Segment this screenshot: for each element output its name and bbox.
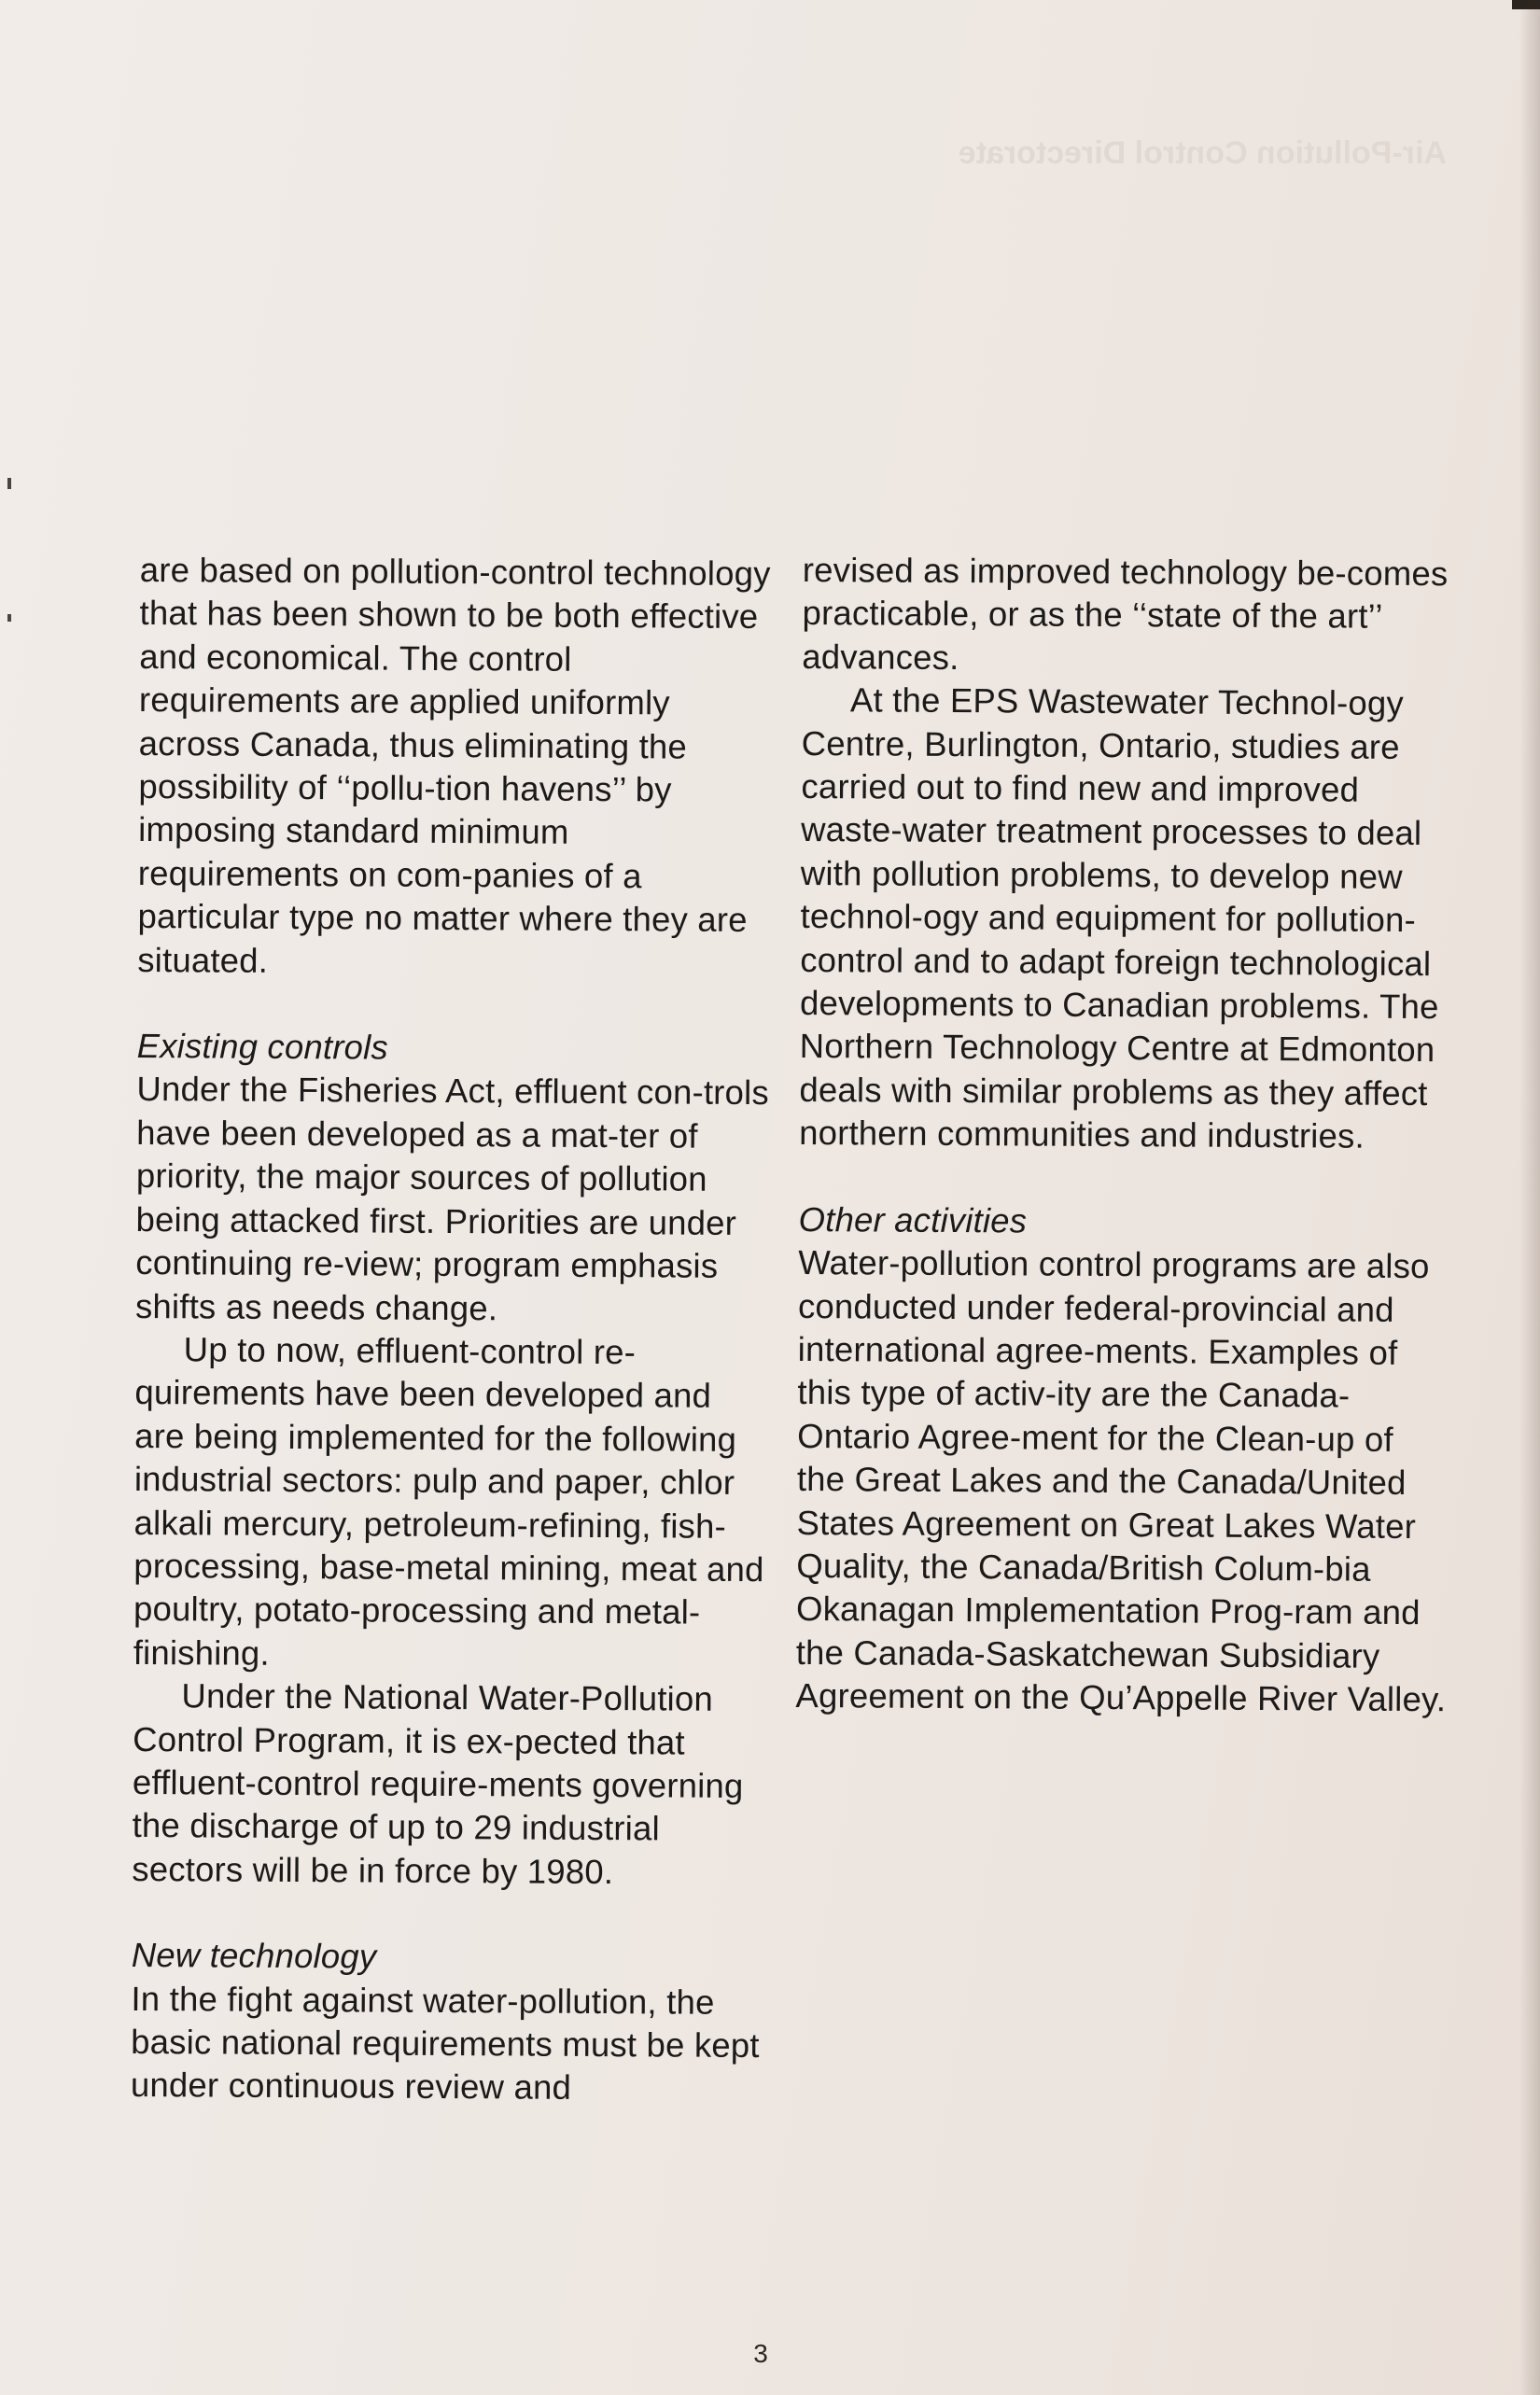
paragraph-gap <box>137 982 772 1029</box>
right-column <box>795 549 1456 1722</box>
left-paragraph-5: In the fight against water-pollution, the basic national requirements must be kept under continuous review and <box>130 1979 760 2108</box>
right-paragraph-2: At the EPS Wastewater Technol-ogy Centre, Burlington, Ontario, studies are carried out to find new and improved waste-water treatment processes to deal with pollution problems, to develop new technol-ogy and equipment for pollution-control and to adapt foreign technological developments to Canadian problems. The Northern Technology Centre at Edmonton deals with similar problems as they affect northern communities and industries. <box>799 680 1439 1155</box>
margin-mark <box>7 614 11 622</box>
paragraph-gap <box>799 1155 1452 1202</box>
left-column <box>131 549 775 2111</box>
margin-mark <box>7 478 11 489</box>
page-edge-shadow <box>1519 0 1540 2395</box>
heading-other-activities: Other activities <box>798 1199 1028 1240</box>
left-paragraph-4: Under the National Water-Pollution Control Program, it is ex-pected that effluent-control require-ments governing the discharge of up to 29 industrial sectors will be in force by 1980. <box>132 1676 744 1891</box>
right-paragraph-1: revised as improved technology be-comes practicable, or as the ‘‘state of the art’’ advances. <box>802 550 1449 677</box>
page-number: 3 <box>753 2339 768 2368</box>
heading-new-technology: New technology <box>131 1936 377 1976</box>
paragraph-gap <box>132 1891 766 1938</box>
left-paragraph-2: Under the Fisheries Act, effluent con-trols have been developed as a mat-ter of priority, the major sources of pollution being attacked first. Priorities are under continuing re-view; program emphasis shifts as needs change. <box>134 1070 769 1327</box>
left-paragraph-3: Up to now, effluent-control re-quirements have been developed and are being implemented for the following industrial sectors: pulp and paper, chlor alkali mercury, petroleum-refining, fish-processing, base-metal mining, meat and poultry, potato-processing and metal-finishing. <box>133 1330 764 1673</box>
heading-existing-controls: Existing controls <box>136 1027 389 1067</box>
left-paragraph-1: are based on pollution-control technology that has been shown to be both effective and economical. The control requirements are applied uniformly across Canada, thus eliminating the possibility of ‘‘pollu-tion havens’’ by imposing standard minimum requirements on com-panies of a particular type no matter where they are situated. <box>137 550 771 980</box>
bleed-through-heading: Air-Pollution Control Directorate <box>958 135 1447 171</box>
right-paragraph-3: Water-pollution control programs are also conducted under federal-provincial and international agree-ments. Examples of this type of activ-ity are the Canada-Ontario Agree-ment for the Clean-up of the Great Lakes and the Canada/United States Agreement on Great Lakes Water Quality, the Canada/British Colum-bia Okanagan Implementation Prog-ram and the Canada-Saskatchewan Subsidiary Agreement on the Qu’Appelle River Valley. <box>795 1243 1447 1719</box>
